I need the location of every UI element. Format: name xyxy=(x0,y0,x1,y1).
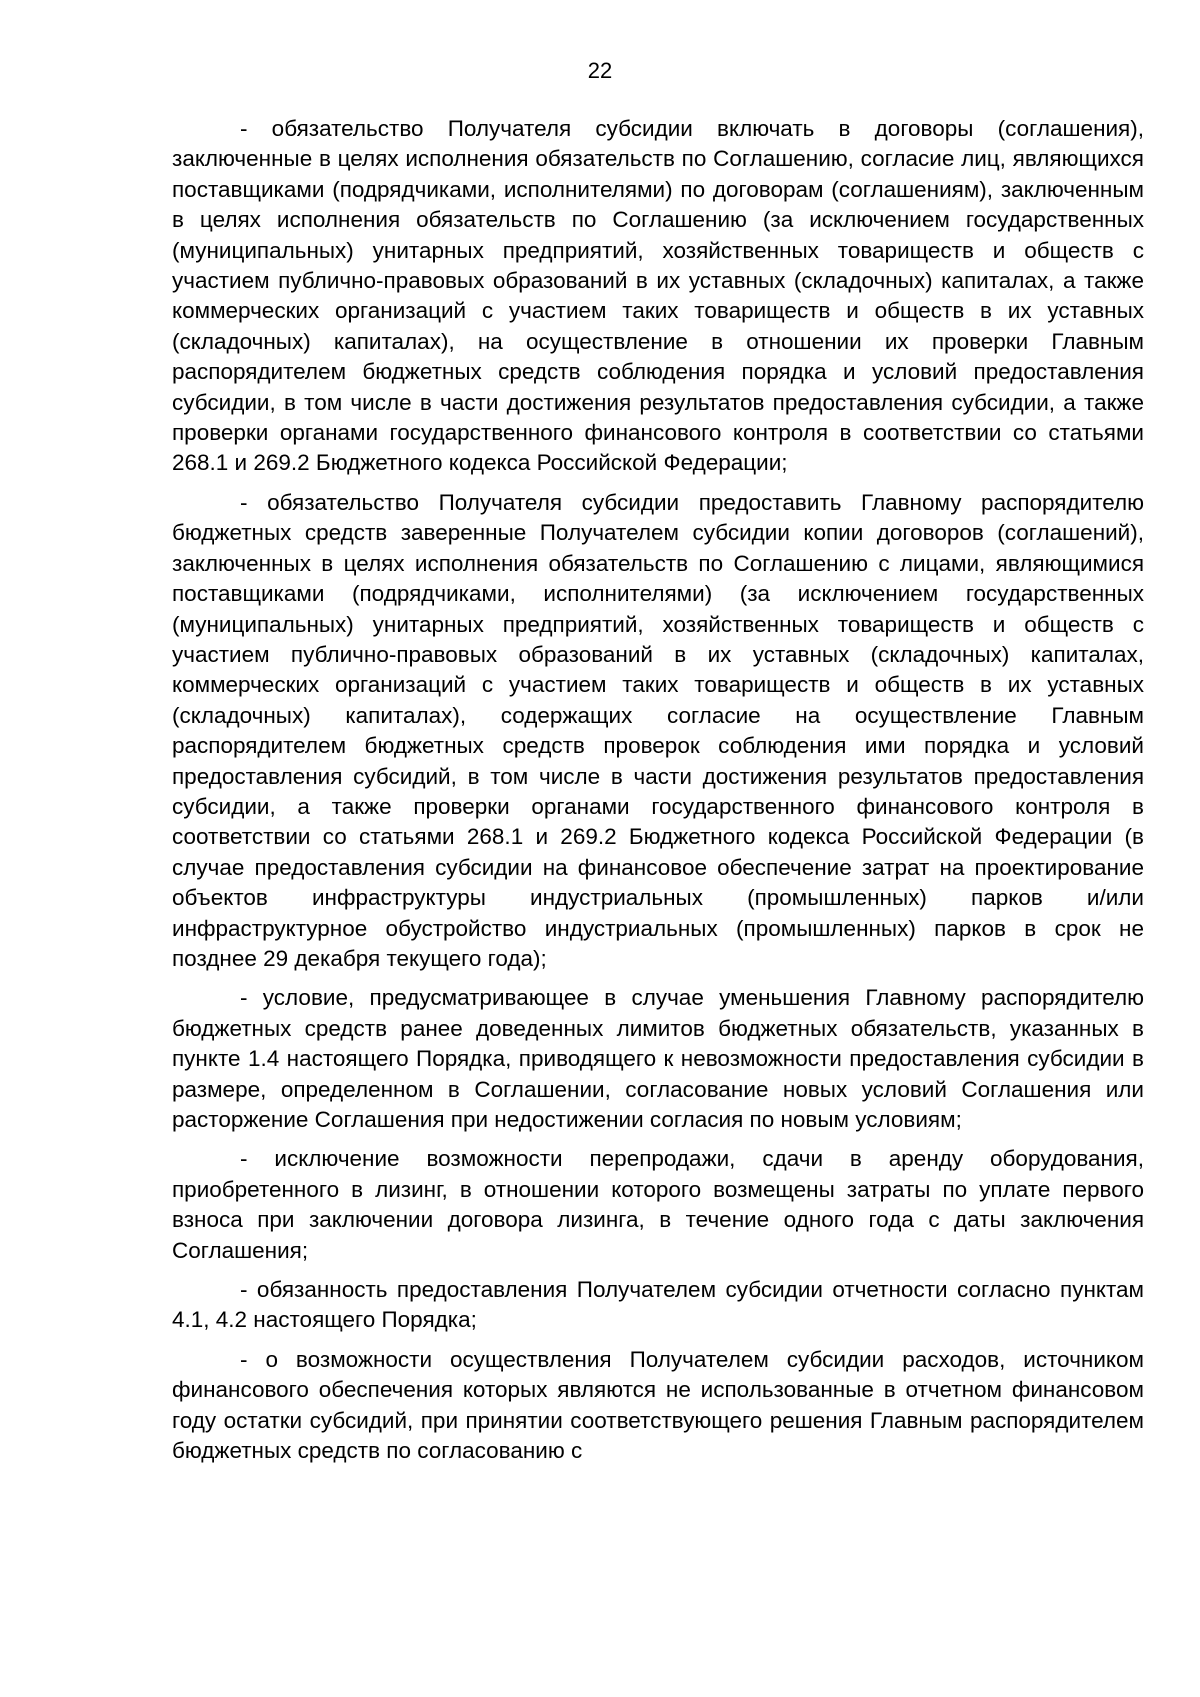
paragraph-unused-balances: - о возможности осуществления Получателем субсидии расходов, источником финансового обеспечения которых являются не использованные в отчетном финансовом году остатки субсидий, при принятии соответствующего решения Главным распорядителем бюджетных средств по согласованию с xyxy=(172,1346,1144,1464)
paragraph-reporting-duty: - обязанность предоставления Получателем субсидии отчетности согласно пунктам 4.1, 4.2 настоящего Порядка; xyxy=(172,1277,1144,1333)
paragraph-obligation-provide-copies: - обязательство Получателя субсидии предоставить Главному распорядителю бюджетных средств заверенные Получателем субсидии копии договоров (соглашений), заключенных в целях исполнения обязательств по Соглашению с лицами, являющимися поставщиками (подрядчиками, исполнителями) (за исключением государственных (муниципальных) унитарных предприятий, хозяйственных товариществ и обществ с участием публично-правовых образований в их уставных (складочных) капиталах, коммерческих организаций с участием таких товариществ и обществ в их уставных (складочных) капиталах), содержащих согласие на осуществление Главным распорядителем бюджетных средств проверок соблюдения ими порядка и условий предоставления субсидий, в том числе в части достижения результатов предоставления субсидии, а также проверки органами государственного финансового контроля в соответствии со статьями 268.1 и 269.2 Бюджетного кодекса Российской Федерации (в случае предоставления субсидии на финансовое обеспечение затрат на проектирование объектов инфраструктуры индустриальных (промышленных) парков и/или инфраструктурное обустройство индустриальных (промышленных) парков в срок не позднее 29 декабря текущего года); xyxy=(172,489,1144,971)
paragraph-resale-exclusion: - исключение возможности перепродажи, сдачи в аренду оборудования, приобретенного в лизинг, в отношении которого возмещены затраты по уплате первого взноса при заключении договора лизинга, в течение одного года с даты заключения Соглашения; xyxy=(172,1146,1144,1263)
paragraph-obligation-include-consent: - обязательство Получателя субсидии включать в договоры (соглашения), заключенные в целях исполнения обязательств по Соглашению, согласие лиц, являющихся поставщиками (подрядчиками, исполнителями) по договорам (соглашениям), заключенным в целях исполнения обязательств по Соглашению (за исключением государственных (муниципальных) унитарных предприятий, хозяйственных товариществ и обществ с участием публично-правовых образований в их уставных (складочных) капиталах, а также коммерческих организаций с участием таких товариществ и обществ в их уставных (складочных) капиталах), на осуществление в отношении их проверки Главным распорядителем бюджетных средств соблюдения порядка и условий предоставления субсидии, в том числе в части достижения результатов предоставления субсидии, а также проверки органами государственного финансового контроля в соответствии со статьями 268.1 и 269.2 Бюджетного кодекса Российской Федерации; xyxy=(172,116,1144,476)
page-number: 22 xyxy=(587,58,613,83)
document-body xyxy=(172,114,1144,1475)
paragraph-condition-limit-reduction: - условие, предусматривающее в случае уменьшения Главному распорядителю бюджетных средств ранее доведенных лимитов бюджетных обязательств, указанных в пункте 1.4 настоящего Порядка, приводящего к невозможности предоставления субсидии в размере, определенном в Соглашении, согласование новых условий Соглашения или расторжение Соглашения при недостижении согласия по новым условиям; xyxy=(172,985,1144,1132)
